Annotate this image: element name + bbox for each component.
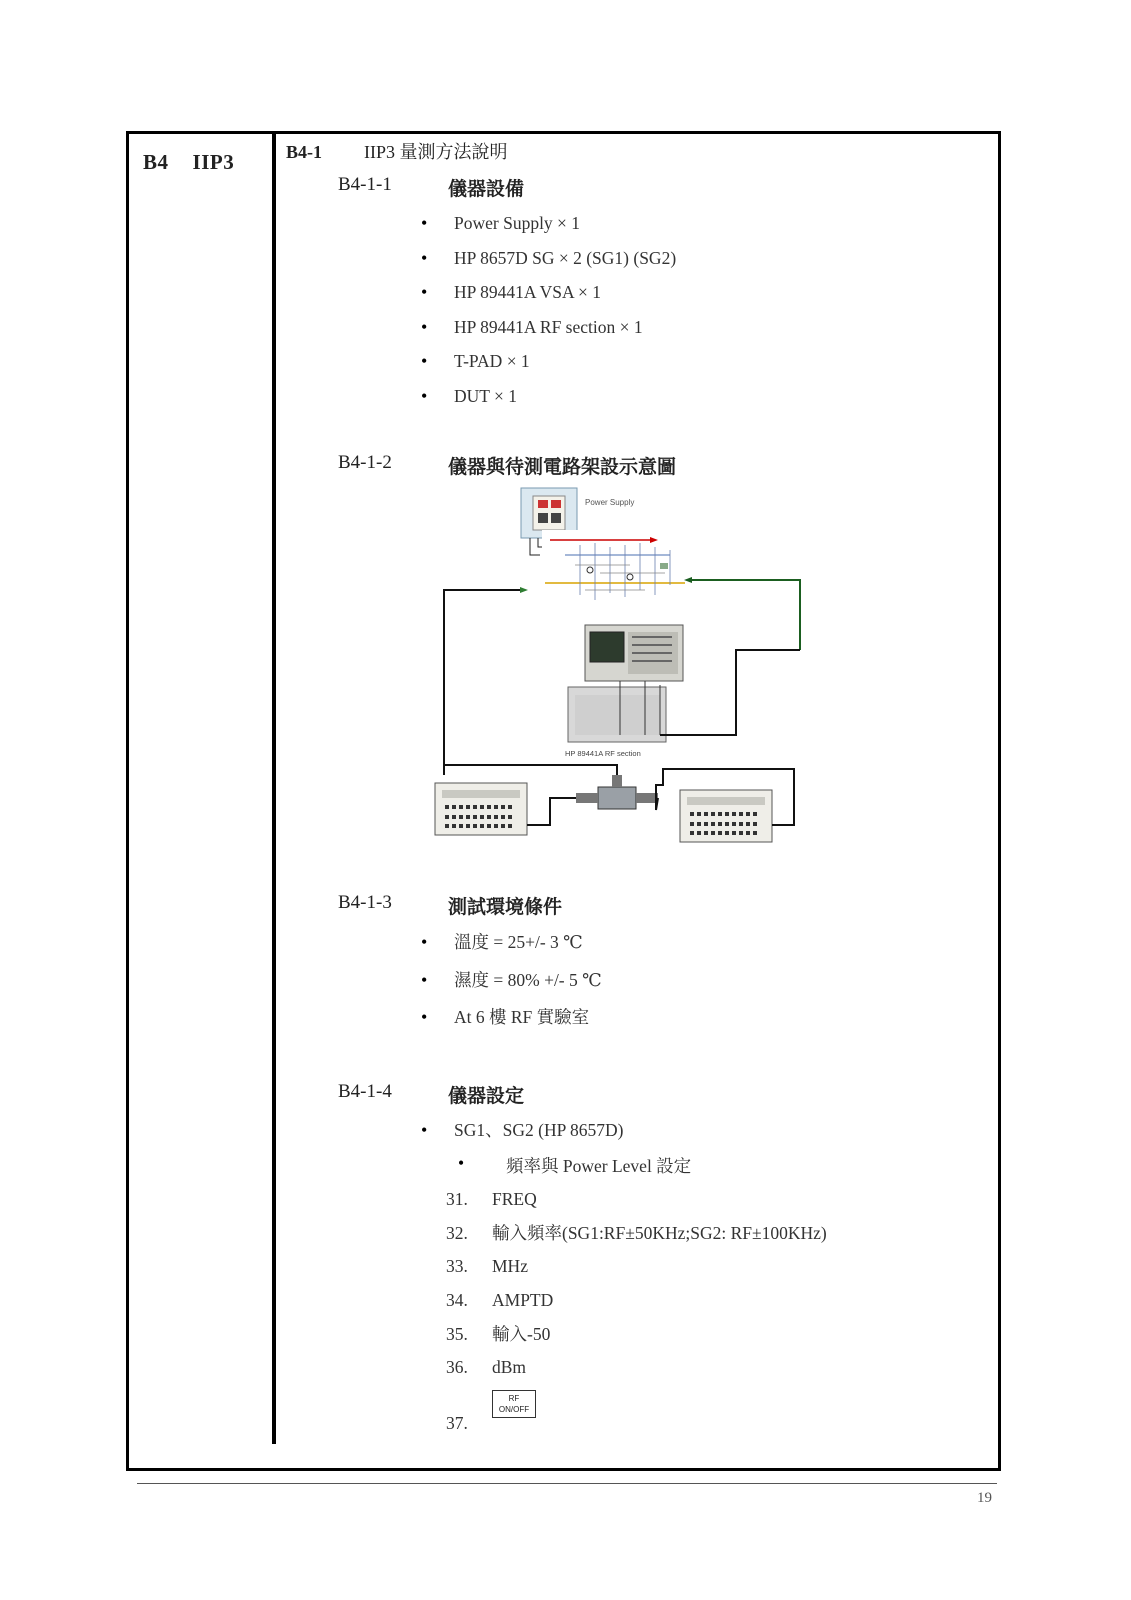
list-item: • HP 8657D SG × 2 (SG1) (SG2) [418, 245, 676, 280]
step-item: 35. 輸入-50 [446, 1323, 551, 1344]
step-item: 33. MHz [446, 1256, 528, 1277]
rf-section-label: HP 89441A RF section [565, 749, 641, 758]
list-item: • T-PAD × 1 [418, 348, 676, 383]
sg2-image [680, 790, 772, 842]
section-code: B4 [143, 150, 169, 174]
equipment-title: 儀器設備 [448, 179, 525, 200]
list-item: • HP 89441A VSA × 1 [418, 279, 676, 314]
list-item: • DUT × 1 [418, 383, 676, 418]
footer-rule [137, 1483, 997, 1484]
equipment-number: B4-1-1 [338, 174, 392, 195]
list-item: • 濕度 = 80% +/- 5 ℃ [418, 967, 602, 1005]
rf-on-off-key-icon: RF ON/OFF [492, 1390, 536, 1418]
setup-heading [338, 452, 677, 478]
sub-list-item: • 頻率與 Power Level 設定 [458, 1153, 691, 1178]
list-item: • At 6 樓 RF 實驗室 [418, 1004, 602, 1042]
list-item: • Power Supply × 1 [418, 210, 676, 245]
page-number: 19 [977, 1490, 992, 1506]
equipment-list [418, 210, 676, 418]
subsection-title: IIP3 量測方法說明 [364, 142, 508, 162]
environment-list [418, 929, 602, 1042]
section-name: IIP3 [192, 150, 235, 174]
subsection-heading [286, 138, 508, 164]
column-divider [272, 134, 276, 1444]
environment-number: B4-1-3 [338, 892, 392, 913]
environment-heading [338, 892, 563, 918]
list-item: • 溫度 = 25+/- 3 ℃ [418, 929, 602, 967]
t-pad-image [576, 775, 658, 809]
settings-heading [338, 1081, 525, 1107]
settings-number: B4-1-4 [338, 1081, 392, 1102]
environment-title: 測試環境條件 [448, 897, 563, 918]
list-item: • SG1、SG2 (HP 8657D) [418, 1117, 624, 1152]
step-item: 31. FREQ [446, 1189, 537, 1209]
vsa-image [585, 625, 683, 681]
setup-title: 儀器與待測電路架設示意圖 [448, 457, 677, 478]
sg1-image [435, 783, 527, 835]
subsection-number: B4-1 [286, 142, 322, 162]
power-supply-label: Power Supply [585, 498, 635, 507]
step-item: 32. 輸入頻率(SG1:RF±50KHz;SG2: RF±100KHz) [446, 1222, 827, 1243]
list-item: • HP 89441A RF section × 1 [418, 314, 676, 349]
settings-steps [446, 1186, 827, 1388]
settings-title: 儀器設定 [448, 1086, 525, 1107]
setup-diagram [430, 485, 830, 865]
step-item: 34. AMPTD [446, 1290, 554, 1311]
setup-number: B4-1-2 [338, 452, 392, 473]
step-item: 36. dBm [446, 1357, 527, 1378]
dut-schematic [542, 530, 692, 605]
rf-section-image [568, 681, 666, 742]
equipment-heading [338, 174, 525, 200]
settings-list [418, 1117, 624, 1152]
section-label [143, 150, 258, 175]
step-item-37: 37. [446, 1413, 468, 1433]
